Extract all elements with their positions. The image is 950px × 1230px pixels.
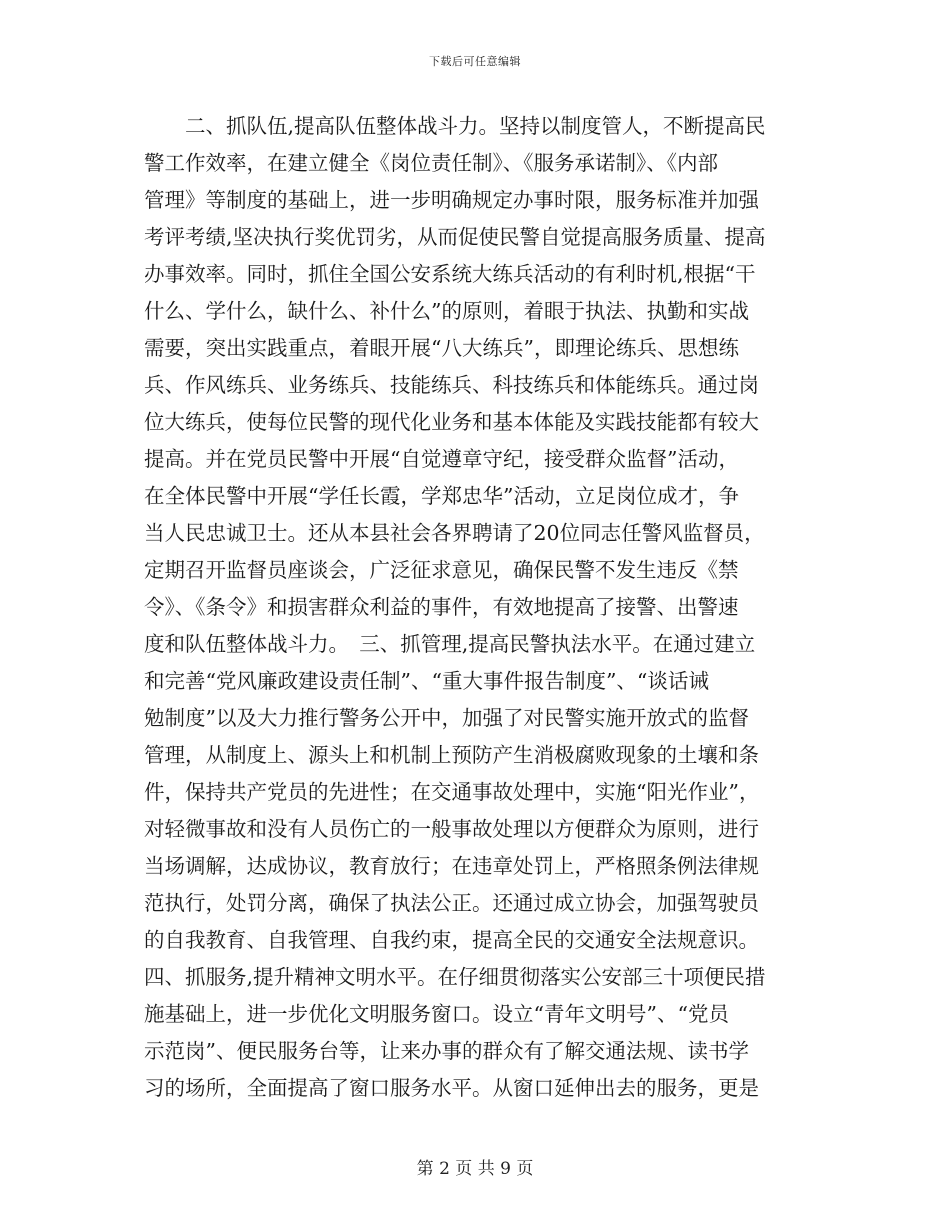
text-line: 当场调解，达成协议，教育放行；在违章处罚上，严格照条例法律规 — [144, 854, 759, 878]
page-header-note: 下载后可任意编辑 — [429, 55, 521, 68]
text-line: 范执行，处罚分离，确保了执法公正。还通过成立协会，加强驾驶员 — [144, 891, 759, 915]
text-line: 什么、学什么，缺什么、补什么”的原则，着眼于执法、执勤和实战 — [144, 299, 749, 323]
text-line: 在全体民警中开展“学任长霞，学郑忠华”活动，立足岗位成才，争 — [144, 484, 739, 508]
text-line: 和完善“党风廉政建设责任制”、“重大事件报告制度”、“谈话诫 — [144, 669, 709, 693]
text-line: 当人民忠诚卫士。还从本县社会各界聘请了20位同志任警风监督员， — [144, 521, 765, 545]
text-line: 习的场所，全面提高了窗口服务水平。从窗口延伸出去的服务，更是 — [144, 1076, 759, 1100]
text-line: 施基础上，进一步优化文明服务窗口。设立“青年文明号”、“党员 — [144, 1002, 729, 1026]
text-line: 对轻微事故和没有人员伤亡的一般事故处理以方便群众为原则，进行 — [144, 817, 759, 841]
text-line: 二、抓队伍,提高队伍整体战斗力。坚持以制度管人，不断提高民 — [144, 114, 766, 138]
text-line: 勉制度”以及大力推行警务公开中，加强了对民警实施开放式的监督 — [144, 706, 749, 730]
text-line: 度和队伍整体战斗力。 三、抓管理,提高民警执法水平。在通过建立 — [144, 632, 756, 656]
text-line: 管理》等制度的基础上，进一步明确规定办事时限，服务标准并加强 — [144, 188, 759, 212]
text-line: 的自我教育、自我管理、自我约束，提高全民的交通安全法规意识。 — [144, 928, 759, 952]
text-line: 警工作效率，在建立健全《岗位责任制》、《服务承诺制》、《内部 — [144, 151, 718, 175]
text-line: 定期召开监督员座谈会，广泛征求意见，确保民警不发生违反《禁 — [144, 558, 739, 582]
text-line: 管理，从制度上、源头上和机制上预防产生消极腐败现象的土壤和条 — [144, 743, 759, 767]
text-line: 件，保持共产党员的先进性；在交通事故处理中，实施“阳光作业”， — [144, 780, 760, 804]
page-number-footer: 第 2 页 共 9 页 — [416, 1159, 534, 1179]
text-line: 令》、《条令》和损害群众利益的事件，有效地提高了接警、出警速 — [144, 595, 739, 619]
text-line: 示范岗”、便民服务台等，让来办事的群众有了解交通法规、读书学 — [144, 1039, 749, 1063]
text-line: 四、抓服务,提升精神文明水平。在仔细贯彻落实公安部三十项便民措 — [144, 965, 766, 989]
text-line: 办事效率。同时，抓住全国公安系统大练兵活动的有利时机,根据“干 — [144, 262, 756, 286]
text-line: 位大练兵，使每位民警的现代化业务和基本体能及实践技能都有较大 — [144, 410, 759, 434]
text-line: 需要，突出实践重点，着眼开展“八大练兵”，即理论练兵、思想练 — [144, 336, 739, 360]
text-line: 考评考绩,坚决执行奖优罚劣，从而促使民警自觉提高服务质量、提高 — [144, 225, 766, 249]
text-line: 提高。并在党员民警中开展“自觉遵章守纪，接受群众监督”活动， — [144, 447, 739, 471]
text-line: 兵、作风练兵、业务练兵、技能练兵、科技练兵和体能练兵。通过岗 — [144, 373, 759, 397]
